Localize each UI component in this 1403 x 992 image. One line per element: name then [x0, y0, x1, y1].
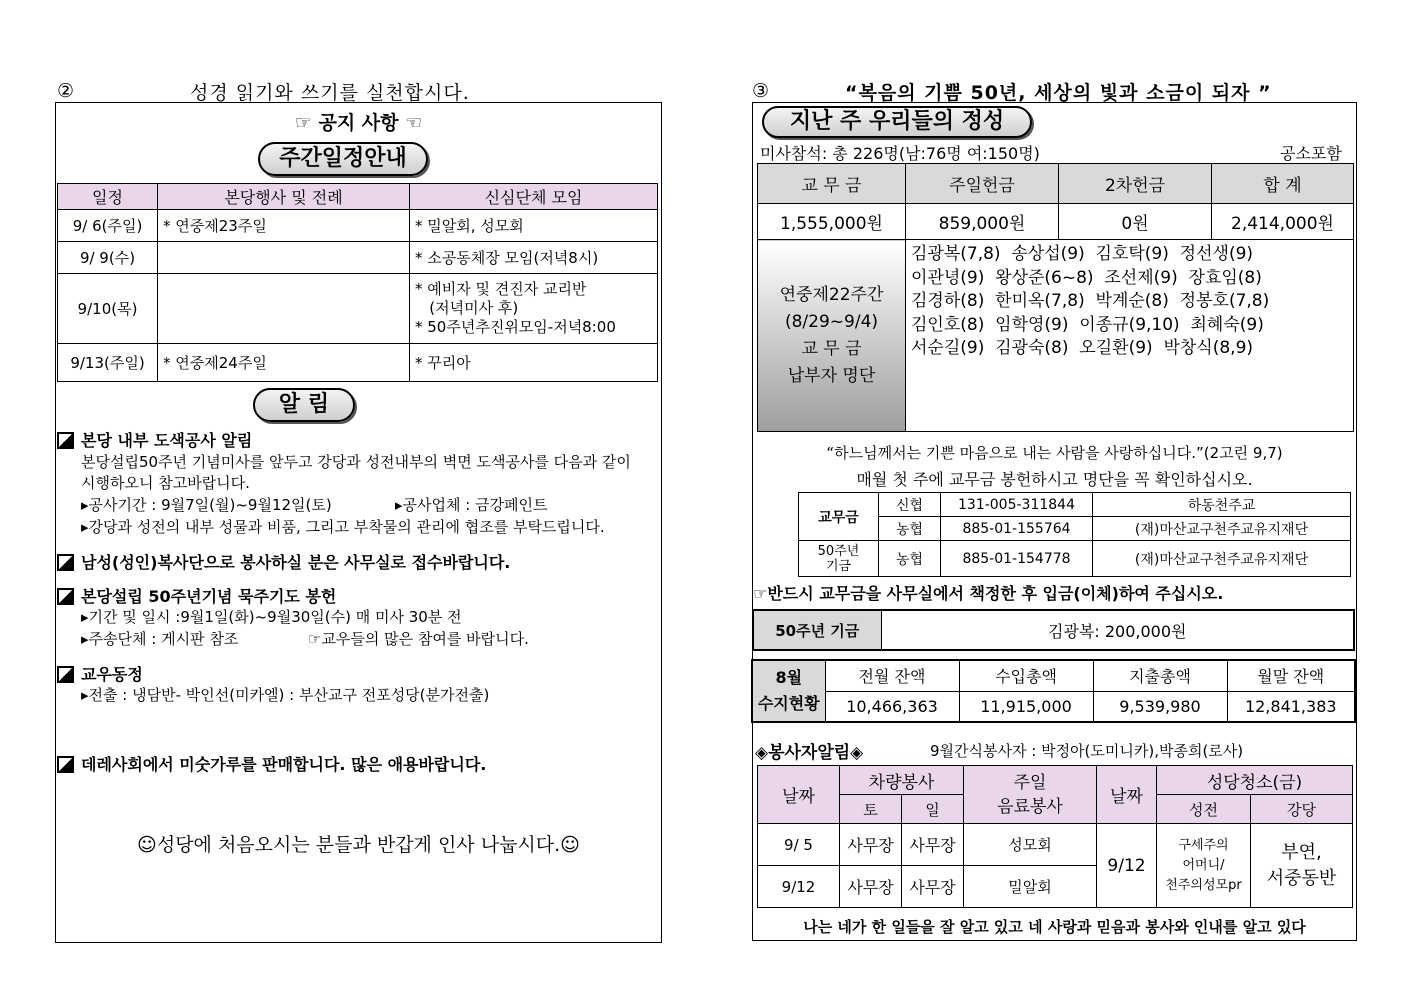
vol-header-car: 차량봉사 — [840, 766, 964, 795]
volunteer-snack: 9월간식봉사자 : 박정아(도미니카),박종희(로사) — [930, 742, 1244, 760]
notice-item: 데레사회에서 미숫가루를 판매합니다. 많은 애용바랍니다. — [57, 752, 486, 775]
fund-value: 김광복: 200,000원 — [881, 610, 1354, 650]
offer-header: 교 무 금 — [758, 164, 906, 204]
notice-item: 본당 내부 도색공사 알림 — [57, 428, 252, 451]
notice-text: 시행하오니 참고바랍니다. — [81, 474, 250, 492]
offer-value: 1,555,000원 — [758, 204, 906, 240]
footer-verse: 나는 네가 한 일들을 잘 알고 있고 네 사랑과 믿음과 봉사와 인내를 알고 있다 — [803, 918, 1306, 936]
schedule-group: * 꾸리아 — [410, 344, 658, 382]
notice-item: 남성(성인)복사단으로 봉사하실 분은 사무실로 접수바랍니다. — [57, 550, 510, 573]
vol-sun: 사무장 — [902, 866, 964, 908]
offer-value: 0원 — [1059, 204, 1212, 240]
donor-list: 김광복(7,8) 송상섭(9) 김호탁(9) 정선생(9) 이관녕(9) 왕상준(6~8) 조선제(9) 장효임(8) 김경하(8) 한미옥(7,8) 박계순(8) 정봉호(7,8) 김인호(8) 임학영(9) 이종규(9,10) 최혜숙(9) 서순길(9) 김광숙(8) 오길환(9) 박창식(8,9) — [906, 240, 1354, 432]
offering-table — [757, 163, 1354, 432]
schedule-date: 9/10(목) — [58, 274, 158, 344]
schedule-row — [58, 210, 658, 242]
schedule-group: * 예비자 및 견진자 교리반 — [415, 280, 587, 298]
right-page-header: “복음의 기쁨 50년, 세상의 빛과 소금이 되자 ” — [845, 82, 1272, 104]
account-bank: 농협 — [879, 541, 941, 577]
square-bullet-icon — [57, 432, 74, 449]
finance-header: 지출총액 — [1093, 660, 1227, 691]
account-label: 교무금 — [799, 493, 879, 541]
schedule-date: 9/ 6(주일) — [58, 210, 158, 242]
schedule-header-date: 일정 — [58, 184, 158, 210]
schedule-row — [58, 242, 658, 274]
schedule-row — [58, 274, 658, 344]
schedule-group: * 밀알회, 성모회 — [410, 210, 658, 242]
offer-value: 859,000원 — [906, 204, 1059, 240]
donor-label: 연중제22주간 (8/29~9/4) 교 무 금 납부자 명단 — [758, 240, 906, 432]
square-bullet-icon — [57, 756, 74, 773]
attendance-note: 공소포함 — [1280, 144, 1342, 163]
notice-item: 교우동정 — [57, 662, 143, 685]
offer-header: 주일헌금 — [906, 164, 1059, 204]
notice-item: 본당설립 50주년기념 묵주기도 봉헌 — [57, 584, 336, 607]
notice-text: ▸공사기간 : 9월7일(월)~9월12일(토) — [81, 496, 332, 514]
vol-clean-sanct: 구세주의 어머니/ 천주의성모pr — [1157, 824, 1251, 908]
vol-sat: 사무장 — [840, 866, 902, 908]
vol-sat: 사무장 — [840, 824, 902, 866]
vol-header-sat: 토 — [840, 795, 902, 824]
schedule-liturgy — [158, 274, 410, 344]
offer-header: 2차헌금 — [1059, 164, 1212, 204]
vol-drink: 성모회 — [964, 824, 1097, 866]
volunteer-table — [757, 765, 1353, 908]
schedule-group: (저녁미사 후) — [415, 299, 519, 317]
attendance: 미사참석: 총 226명(남:76명 여:150명) — [760, 144, 1040, 163]
notice-text: ▸주송단체 : 게시판 참조 — [81, 630, 239, 648]
account-holder: (재)마산교구천주교유지재단 — [1093, 541, 1351, 577]
offer-value: 2,414,000원 — [1212, 204, 1354, 240]
schedule-group: * 50주년추진위모임-저녁8:00 — [415, 318, 616, 336]
account-bank: 신협 — [879, 493, 941, 517]
vol-clean-hall: 부연, 서중동반 — [1251, 824, 1353, 908]
alim-title: 알 림 — [253, 388, 355, 422]
schedule-liturgy — [158, 242, 410, 274]
square-bullet-icon — [57, 666, 74, 683]
greeting: ☺성당에 처음오시는 분들과 반갑게 인사 나눕시다.☺ — [137, 834, 580, 856]
finance-value: 9,539,980 — [1093, 691, 1227, 722]
account-bank: 농협 — [879, 517, 941, 541]
left-page-header: 성경 읽기와 쓰기를 실천합시다. — [190, 82, 470, 104]
account-number: 885-01-154778 — [941, 541, 1093, 577]
notice-text: ▸공사업체 : 금강페인트 — [395, 496, 548, 514]
finance-value: 12,841,383 — [1227, 691, 1355, 722]
quote-line: 매월 첫 주에 교무금 봉헌하시고 명단을 꼭 확인하십시오. — [856, 470, 1253, 489]
vol-header-sun: 일 — [902, 795, 964, 824]
notice-text: ▸기간 및 일시 :9월1일(화)~9월30일(수) 매 미사 30분 전 — [81, 608, 462, 626]
finance-value: 10,466,363 — [825, 691, 959, 722]
fund-label: 50주년 기금 — [753, 610, 881, 650]
vol-sun: 사무장 — [902, 824, 964, 866]
schedule-title: 주간일정안내 — [258, 142, 428, 176]
notice-text: 본당설립50주년 기념미사를 앞두고 강당과 성전내부의 벽면 도색공사를 다음과 같이 — [81, 453, 631, 471]
vol-header-hall: 강당 — [1251, 795, 1353, 824]
account-number: 131-005-311844 — [941, 493, 1093, 517]
finance-header: 수입총액 — [959, 660, 1093, 691]
schedule-row — [58, 344, 658, 382]
right-page-number: ③ — [752, 80, 770, 102]
schedule-liturgy: * 연중제24주일 — [158, 344, 410, 382]
quote-line: “하느님께서는 기쁜 마음으로 내는 사람을 사랑하십니다.”(2고린 9,7) — [826, 444, 1283, 462]
finance-header: 월말 잔액 — [1227, 660, 1355, 691]
finance-label: 8월 수지현황 — [752, 660, 825, 722]
schedule-liturgy: * 연중제23주일 — [158, 210, 410, 242]
notice-title: ☞ 공지 사항 ☜ — [294, 112, 423, 134]
account-warning: ☞반드시 교무금을 사무실에서 책정한 후 입금(이체)하여 주십시오. — [753, 584, 1224, 603]
vol-date: 9/12 — [758, 866, 840, 908]
finance-table — [751, 659, 1356, 723]
vol-header-clean: 성당청소(금) — [1157, 766, 1353, 795]
weekly-schedule-table — [57, 183, 658, 382]
vol-row — [758, 824, 1353, 866]
offering-title: 지난 주 우리들의 정성 — [762, 106, 1032, 138]
schedule-date: 9/ 9(수) — [58, 242, 158, 274]
account-table — [798, 492, 1351, 577]
schedule-group: * 소공동체장 모임(저녁8시) — [410, 242, 658, 274]
schedule-date: 9/13(주일) — [58, 344, 158, 382]
vol-header-drink: 주일 음료봉사 — [964, 766, 1097, 824]
vol-date: 9/ 5 — [758, 824, 840, 866]
finance-header: 전월 잔액 — [825, 660, 959, 691]
vol-clean-date: 9/12 — [1097, 824, 1157, 908]
vol-header-date2: 날짜 — [1097, 766, 1157, 824]
vol-header-date: 날짜 — [758, 766, 840, 824]
account-number: 885-01-155764 — [941, 517, 1093, 541]
left-page-number: ② — [57, 80, 75, 102]
account-holder: (재)마산교구천주교유지재단 — [1093, 517, 1351, 541]
square-bullet-icon — [57, 588, 74, 605]
schedule-header-groups: 신심단체 모임 — [410, 184, 658, 210]
offer-header: 합 계 — [1212, 164, 1354, 204]
schedule-header-liturgy: 본당행사 및 전례 — [158, 184, 410, 210]
square-bullet-icon — [57, 554, 74, 571]
finance-value: 11,915,000 — [959, 691, 1093, 722]
vol-header-sanct: 성전 — [1157, 795, 1251, 824]
account-label: 50주년 기금 — [799, 541, 879, 577]
fund-table — [752, 609, 1355, 651]
notice-text: ▸전출 : 냉담반- 박인선(미카엘) : 부산교구 전포성당(분가전출) — [81, 686, 490, 704]
account-holder: 하동천주교 — [1093, 493, 1351, 517]
volunteer-title: ◈봉사자알림◈ — [755, 743, 864, 763]
notice-text: ☞교우들의 많은 참여를 바랍니다. — [308, 630, 529, 648]
vol-drink: 밀알회 — [964, 866, 1097, 908]
notice-text: ▸강당과 성전의 내부 성물과 비품, 그리고 부착물의 관리에 협조를 부탁드립니다. — [81, 518, 605, 536]
